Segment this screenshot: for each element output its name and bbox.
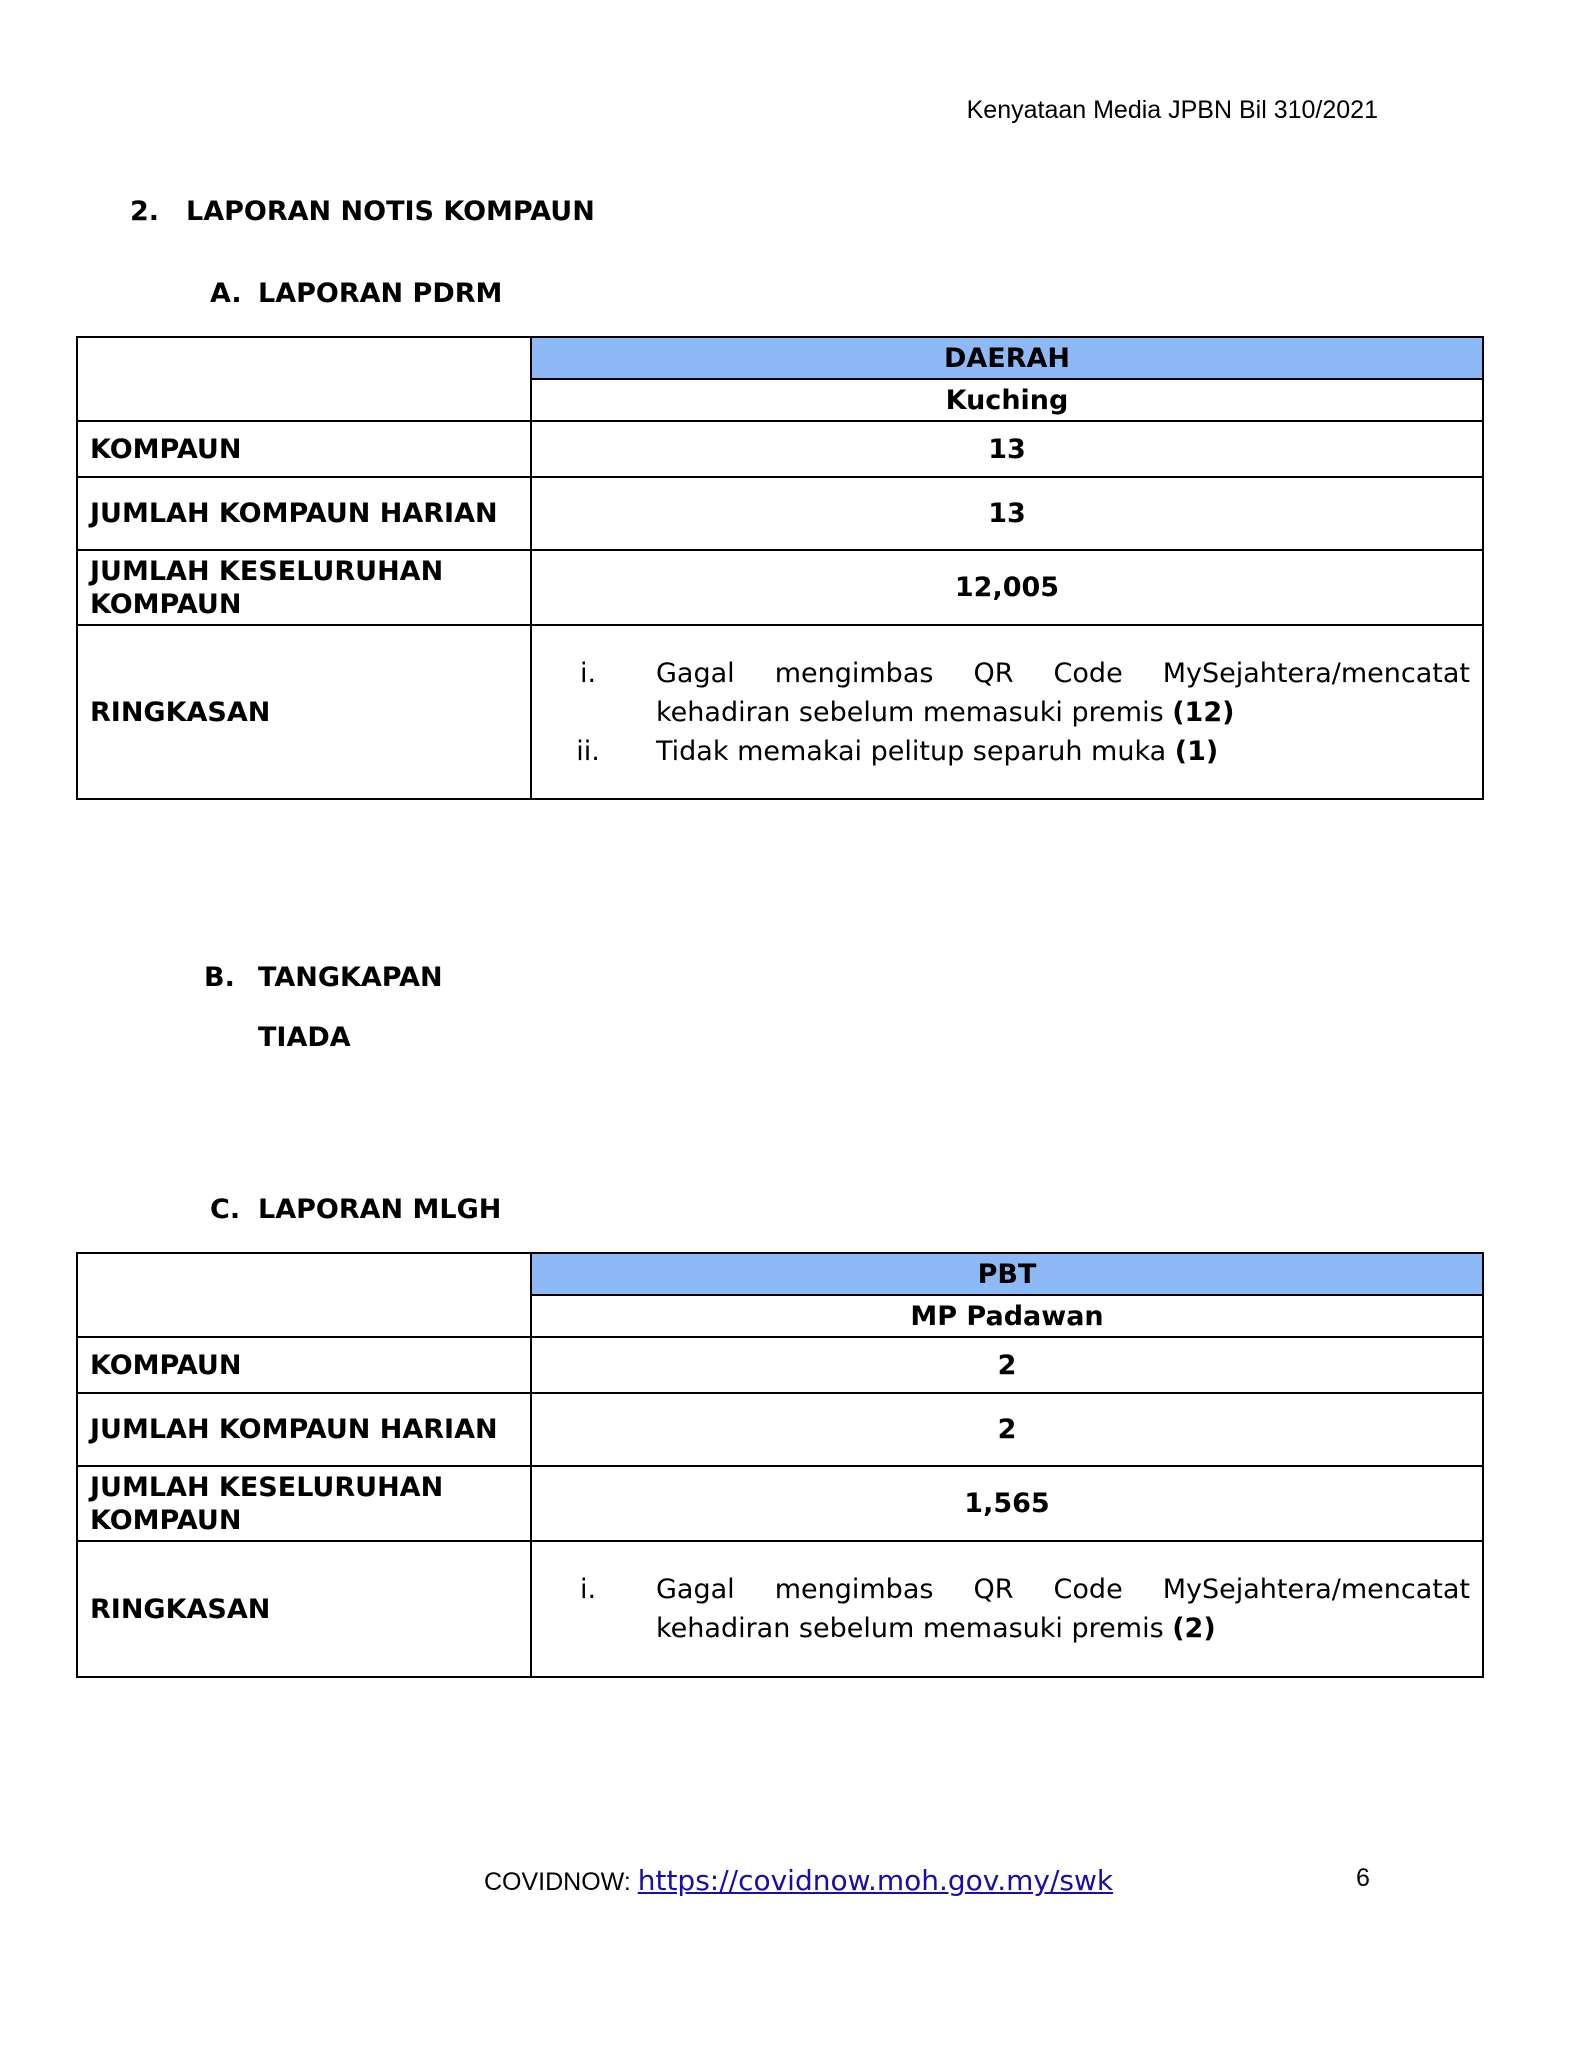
- list-text: [656, 1570, 1470, 1648]
- row-label-ringkasan: RINGKASAN: [77, 625, 531, 799]
- document-reference: Kenyataan Media JPBN Bil 310/2021: [966, 96, 1378, 124]
- row-label-keseluruhan-line1: JUMLAH KESELURUHAN: [90, 1471, 444, 1503]
- tangkapan-status: TIADA: [258, 1022, 351, 1053]
- list-numeral: ii.: [576, 735, 600, 767]
- row-label-harian: JUMLAH KOMPAUN HARIAN: [77, 477, 531, 550]
- mlgh-title: LAPORAN MLGH: [258, 1194, 502, 1225]
- row-label-ringkasan: RINGKASAN: [77, 1541, 531, 1677]
- footer-label: COVIDNOW:: [484, 1868, 638, 1896]
- footer: [484, 1864, 1113, 1897]
- summary-text: Gagal mengimbas QR Code MySejahtera/mencatat kehadiran sebelum memasuki premis: [656, 1574, 1470, 1644]
- summary-count: (12): [1172, 696, 1235, 728]
- column-group-header: PBT: [531, 1253, 1483, 1295]
- pdrm-title: LAPORAN PDRM: [258, 278, 503, 309]
- list-item: [544, 654, 1470, 732]
- row-label-keseluruhan: [77, 1466, 531, 1541]
- page-number: 6: [1356, 1864, 1370, 1892]
- value-harian: 13: [531, 477, 1483, 550]
- row-label-kompaun: KOMPAUN: [77, 421, 531, 477]
- column-group-header: DAERAH: [531, 337, 1483, 379]
- column-header-location: MP Padawan: [531, 1295, 1483, 1337]
- row-label-kompaun: KOMPAUN: [77, 1337, 531, 1393]
- pdrm-letter: A.: [210, 278, 242, 309]
- value-harian: 2: [531, 1393, 1483, 1466]
- list-numeral: i.: [579, 1574, 597, 1605]
- section-heading: [130, 196, 595, 227]
- section-title: LAPORAN NOTIS KOMPAUN: [186, 196, 595, 227]
- row-label-keseluruhan-line1: JUMLAH KESELURUHAN: [90, 555, 444, 587]
- section-number: 2.: [130, 196, 160, 227]
- covidnow-link[interactable]: https://covidnow.moh.gov.my/swk: [637, 1864, 1114, 1897]
- summary-count: (1): [1174, 735, 1219, 767]
- tangkapan-heading: [204, 962, 443, 993]
- summary-count: (2): [1172, 1613, 1216, 1644]
- summary-text: Gagal mengimbas QR Code MySejahtera/mencatat kehadiran sebelum memasuki premis: [656, 657, 1470, 728]
- tangkapan-title: TANGKAPAN: [258, 962, 443, 993]
- mlgh-letter: C.: [210, 1194, 241, 1225]
- summary-cell: [531, 1541, 1483, 1677]
- list-item: [544, 1570, 1470, 1648]
- summary-cell: [531, 625, 1483, 799]
- row-label-keseluruhan-line2: KOMPAUN: [90, 588, 242, 620]
- value-kompaun: 2: [531, 1337, 1483, 1393]
- pdrm-table: [76, 336, 1484, 800]
- list-item: [544, 732, 1470, 771]
- tangkapan-letter: B.: [204, 962, 235, 993]
- list-text: [656, 732, 1470, 771]
- value-keseluruhan: 1,565: [531, 1466, 1483, 1541]
- row-label-harian: JUMLAH KOMPAUN HARIAN: [77, 1393, 531, 1466]
- list-numeral: i.: [579, 657, 597, 689]
- pdrm-heading: [210, 278, 502, 309]
- list-text: [656, 654, 1470, 732]
- value-kompaun: 13: [531, 421, 1483, 477]
- summary-text: Tidak memakai pelitup separuh muka: [656, 735, 1175, 767]
- value-keseluruhan: 12,005: [531, 550, 1483, 625]
- row-label-keseluruhan-line2: KOMPAUN: [90, 1504, 242, 1536]
- table-corner: [77, 1253, 531, 1337]
- mlgh-heading: [210, 1194, 501, 1225]
- row-label-keseluruhan: [77, 550, 531, 625]
- table-corner: [77, 337, 531, 421]
- mlgh-table: [76, 1252, 1484, 1678]
- column-header-location: Kuching: [531, 379, 1483, 421]
